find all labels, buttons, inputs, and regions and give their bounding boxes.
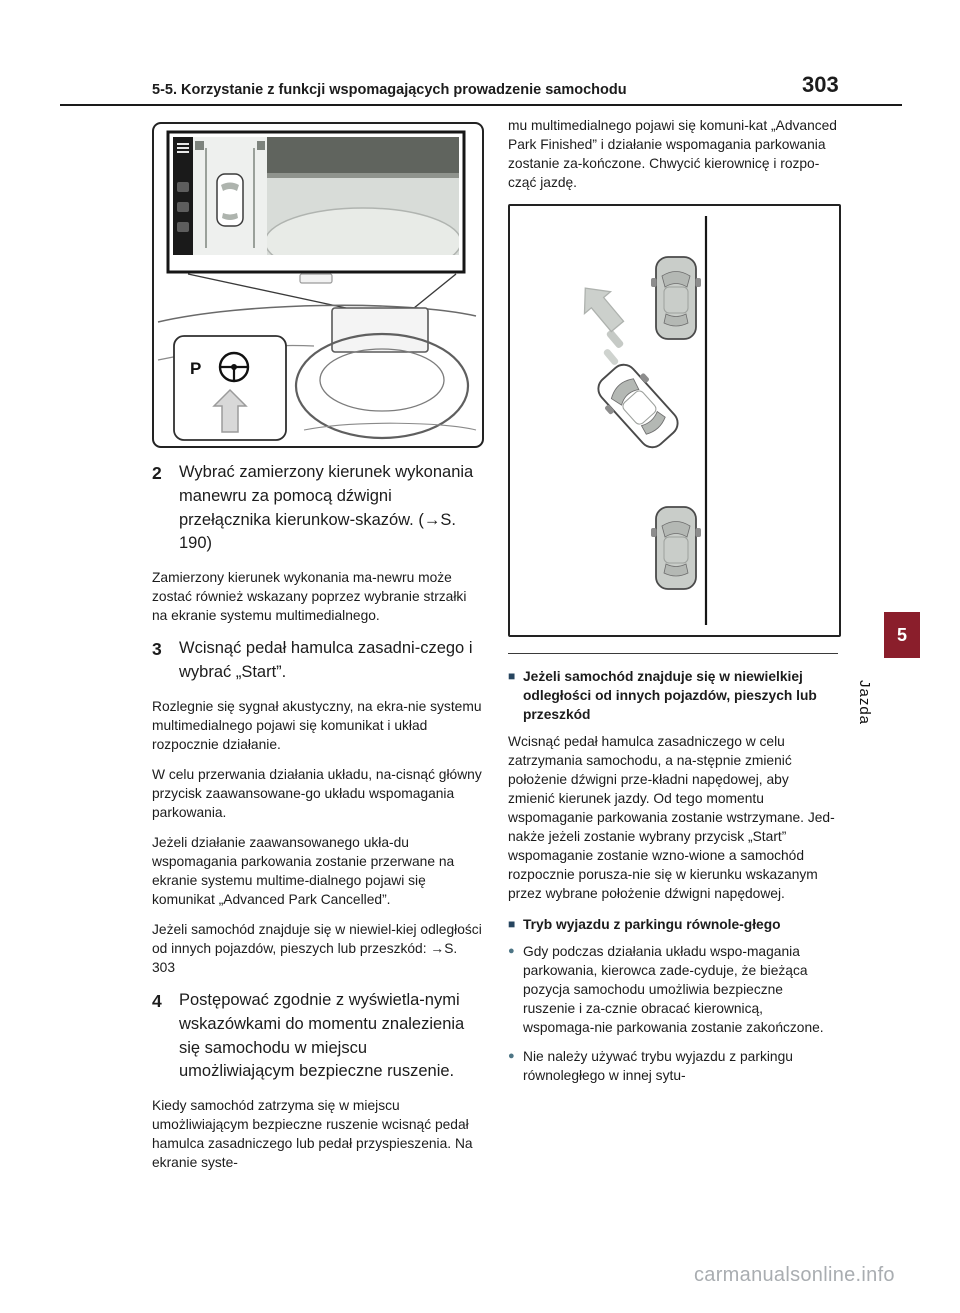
- figure-parking-exit: [508, 204, 841, 637]
- square-marker-icon: ■: [508, 669, 516, 684]
- direction-arrow-icon: [572, 277, 630, 337]
- step-number: 2: [152, 463, 162, 483]
- svg-text:P: P: [190, 359, 202, 378]
- step-3: [152, 637, 482, 685]
- header-divider: [60, 104, 902, 106]
- paragraph: Zamierzony kierunek wykonania ma-newru może zostać również wskazany poprzez wybranie strzałki na ekranie systemu multimedialnego.: [152, 570, 467, 624]
- section-heading-exit-mode: [508, 915, 838, 934]
- step-text: Wcisnąć pedał hamulca zasadni-czego i wybrać „Start”.: [179, 639, 473, 681]
- page-number: 303: [802, 72, 839, 97]
- motion-trail: [603, 348, 620, 366]
- figure-multimedia-display: [152, 122, 484, 448]
- step-4: [152, 989, 482, 1084]
- circle-marker-icon: ●: [508, 944, 515, 957]
- step-number: 3: [152, 639, 162, 660]
- square-marker-icon: ■: [508, 916, 516, 931]
- multimedia-display-illustration: [154, 124, 478, 446]
- paragraph: Wcisnąć pedał hamulca zasadniczego w celu zatrzymania samochodu, a na-stępnie zmienić położenie dźwigni prze-kładni napędowej, aby zmienić kierunek jazdy. Od tego momentu wspomaganie parkowania zostanie wstrzymane. Jed-nakże jeżeli zostanie wybrany przycisk „Start” wspomaganie zostanie wzno-wione a samochód rozpocznie porusza-nie się w kierunku wskazanym przez wybrane położenie dźwigni napędowej.: [508, 734, 835, 902]
- exiting-car: [589, 356, 687, 456]
- paragraph: mu multimedialnego pojawi się komuni-kat „Advanced Park Finished” i działanie wspomagania parkowania zostanie za-kończone. Chwycić kierownicę i rozpo-cząć jazdę.: [508, 118, 837, 191]
- step-text: Postępować zgodnie z wyświetla-nymi wskazówkami do momentu znalezienia się samochodu w miejscu umożliwiającym bezpieczne ruszenie.: [179, 991, 465, 1081]
- in-dash-screen: [332, 308, 428, 352]
- chapter-label: Jazda: [856, 680, 873, 726]
- paragraph: Kiedy samochód zatrzyma się w miejscu umożliwiającym bezpieczne ruszenie wcisnąć pedał hamulca zasadniczego lub pedał przyspieszenia. Na ekranie syste-: [152, 1098, 473, 1171]
- bullet-item: [508, 942, 838, 1037]
- left-column: [152, 122, 482, 1183]
- right-column: [508, 116, 838, 1095]
- bullet-text: Nie należy używać trybu wyjazdu z parkingu równoległego w innej sytu-: [523, 1048, 793, 1083]
- circle-marker-icon: ●: [508, 1049, 515, 1062]
- watermark: carmanualsonline.info: [694, 1264, 895, 1286]
- step-2: [152, 461, 482, 556]
- parking-exit-illustration: [510, 206, 835, 635]
- chapter-tab: 5: [884, 612, 920, 658]
- parked-car-rear: [651, 507, 701, 589]
- section-heading-proximity: [508, 667, 838, 724]
- bullet-text: Gdy podczas działania układu wspo-magania parkowania, kierowca zade-cyduje, że bieżąca pozycja samochodu umożliwia bezpieczne ruszenie i za-cznie obracać kierownicą, wspomaga-nie parkowania zostanie zakończone.: [523, 943, 824, 1035]
- step-text: Wybrać zamierzony kierunek wykonania manewru za pomocą dźwigni przełącznika kierunkow-skazów. (→S. 190): [179, 463, 474, 553]
- display-menu-strip: [173, 137, 193, 255]
- section-heading-text: Tryb wyjazdu z parkingu równole-głego: [523, 916, 781, 932]
- bullet-item: [508, 1047, 838, 1085]
- motion-trail: [606, 329, 625, 349]
- paragraph: Jeżeli samochód znajduje się w niewiel-kiej odległości od innych pojazdów, pieszych lub przeszkód: →S. 303: [152, 921, 482, 975]
- paragraph: Jeżeli działanie zaawansowanego ukła-du wspomagania parkowania zostanie przerwane na ekranie systemu multime-dialnego pojawi się komunikat „Advanced Park Cancelled”.: [152, 834, 455, 907]
- parked-car-front: [651, 257, 701, 339]
- section-divider: [508, 653, 838, 654]
- page-header-title: 5-5. Korzystanie z funkcji wspomagających prowadzenie samochodu: [152, 82, 627, 98]
- step-number: 4: [152, 991, 162, 1011]
- paragraph: W celu przerwania działania układu, na-cisnąć główny przycisk zaawansowane-go układu wspomagania parkowania.: [152, 766, 482, 820]
- section-heading-text: Jeżeli samochód znajduje się w niewielkiej odległości od innych pojazdów, pieszych lub przeszkód: [523, 669, 817, 723]
- paragraph: Rozlegnie się sygnał akustyczny, na ekra-nie systemu multimedialnego pojawi się komunikat i układ rozpocznie działanie.: [152, 698, 482, 752]
